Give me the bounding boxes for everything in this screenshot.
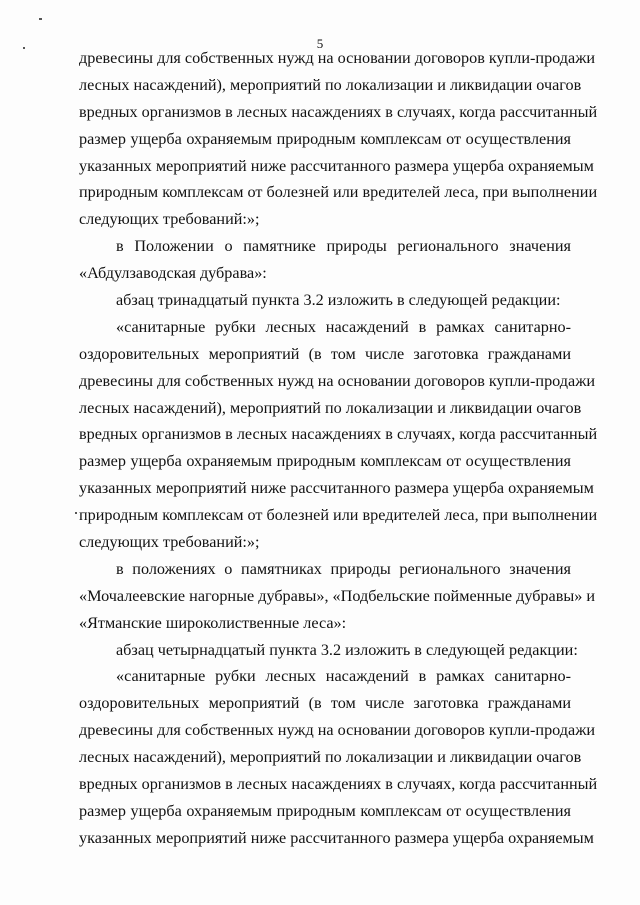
text-line: оздоровительных мероприятий (в том числе заготовка гражданами: [79, 694, 571, 713]
text-line: следующих требований:»;: [79, 210, 260, 229]
text-line: «Абдулзаводская дубрава»:: [79, 264, 267, 283]
text-line: природным комплексам от болезней или вредителей леса, при выполнении: [79, 506, 598, 525]
document-body: [79, 45, 598, 852]
text-line: размер ущерба охраняемым природным комплексам от осуществления: [79, 452, 571, 471]
text-line: следующих требований:»;: [79, 533, 260, 552]
text-line: вредных организмов в лесных насаждениях в случаях, когда рассчитанный: [79, 425, 598, 444]
text-line: древесины для собственных нужд на основании договоров купли-продажи: [79, 371, 596, 390]
text-line: в положениях о памятниках природы регионального значения: [116, 559, 571, 578]
text-line: «санитарные рубки лесных насаждений в рамках санитарно-: [116, 317, 571, 336]
text-line: размер ущерба охраняемым природным комплексам от осуществления: [79, 129, 571, 148]
text-line: «санитарные рубки лесных насаждений в рамках санитарно-: [116, 667, 571, 686]
page-number: 5: [316, 36, 324, 51]
text-line: в Положении о памятнике природы регионального значения: [116, 237, 571, 256]
text-line: «Ятманские широколиственные леса»:: [79, 613, 347, 632]
text-line: оздоровительных мероприятий (в том числе заготовка гражданами: [79, 344, 571, 363]
text-line: лесных насаждений), мероприятий по локализации и ликвидации очагов: [79, 398, 582, 417]
text-line: размер ущерба охраняемым природным комплексам от осуществления: [79, 801, 571, 820]
text-line: вредных организмов в лесных насаждениях в случаях, когда рассчитанный: [79, 102, 598, 121]
text-line: вредных организмов в лесных насаждениях в случаях, когда рассчитанный: [79, 775, 598, 794]
text-line: древесины для собственных нужд на основании договоров купли-продажи: [79, 721, 596, 740]
text-line: указанных мероприятий ниже рассчитанного размера ущерба охраняемым: [79, 828, 594, 847]
text-line: абзац тринадцатый пункта 3.2 изложить в следующей редакции:: [116, 291, 561, 310]
text-line: указанных мероприятий ниже рассчитанного размера ущерба охраняемым: [79, 156, 594, 175]
text-line: природным комплексам от болезней или вредителей леса, при выполнении: [79, 183, 598, 202]
text-line: абзац четырнадцатый пункта 3.2 изложить в следующей редакции:: [116, 640, 578, 659]
text-line: древесины для собственных нужд на основании договоров купли-продажи: [79, 49, 596, 67]
text-line: «Мочалеевские нагорные дубравы», «Подбельские пойменные дубравы» и: [79, 586, 596, 605]
scan-speck: [39, 18, 42, 20]
text-line: лесных насаждений), мероприятий по локализации и ликвидации очагов: [79, 748, 582, 767]
text-line: указанных мероприятий ниже рассчитанного размера ущерба охраняемым: [79, 479, 594, 498]
scan-speck: [75, 512, 77, 514]
text-line: лесных насаждений), мероприятий по локализации и ликвидации очагов: [79, 75, 582, 94]
